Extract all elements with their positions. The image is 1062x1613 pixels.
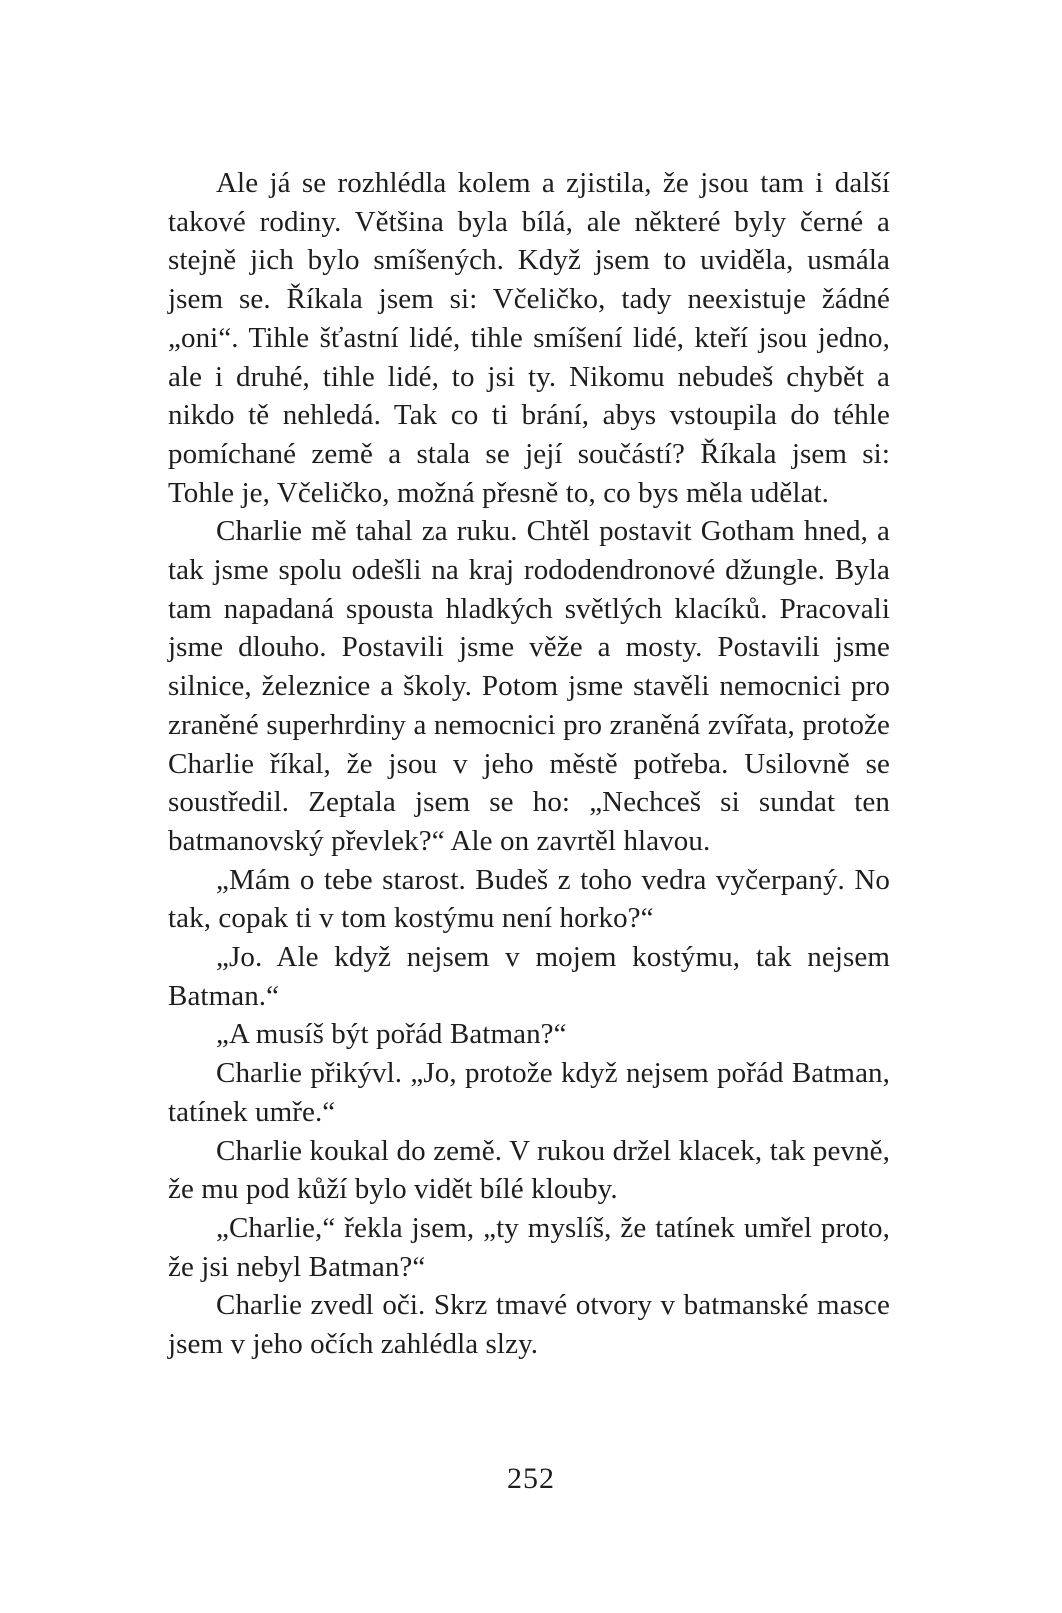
paragraph-6: Charlie přikývl. „Jo, protože když nejsem pořád Batman, tatínek umře.“ [168,1057,890,1128]
paragraph-9: Charlie zvedl oči. Skrz tmavé otvory v batmanské masce jsem v jeho očích zahlédla slzy. [168,1289,890,1361]
paragraph-2: Charlie mě tahal za ruku. Chtěl postavit Gotham hned, a tak jsme spolu odešli na kraj rododendronové džungle. Byla tam napadaná spousta hladkých světlých klacíků. Pracovali jsme dlouho. Postavili jsme věže a mosty. Postavili jsme silnice, železnice a školy. Potom jsme stavěli nemocnici pro zraněné superhrdiny a nemocnici pro zraněná zvířata, protože Charlie říkal, že jsou v jeho městě potřeba. Usilovně se soustředil. Zeptala jsem se ho: „Nechceš si sundat ten batmanovský převlek?“ Ale on zavrtěl hlavou. [168,515,890,857]
paragraph-8: „Charlie,“ řekla jsem, „ty myslíš, že tatínek umřel proto, že jsi nebyl Batman?“ [168,1211,890,1283]
body-text [168,164,890,1364]
paragraph-1: Ale já se rozhlédla kolem a zjistila, že jsou tam i další takové rodiny. Většina byla bílá, ale některé byly černé a stejně jich bylo smíšených. Když jsem to uviděla, usmála jsem se. Říkala jsem si: Včeličko, tady neexistuje žádné „oni“. Tihle šťastní lidé, tihle smíšení lidé, kteří jsou jedno, ale i druhé, tihle lidé, to jsi ty. Nikomu nebudeš chybět a nikdo tě nehledá. Tak co ti brání, abys vstoupila do téhle pomíchané země a stala se její součástí? Říkala jsem si: Tohle je, Včeličko, možná přesně to, co bys měla udělat. [168,167,890,509]
page-number: 252 [507,1462,555,1495]
paragraph-5: „A musíš být pořád Batman?“ [216,1018,567,1051]
paragraph-7: Charlie koukal do země. V rukou držel klacek, tak pevně, že mu pod kůží bylo vidět bílé klouby. [168,1134,890,1206]
paragraph-4: „Jo. Ale když nejsem v mojem kostýmu, tak nejsem Batman.“ [168,941,890,1012]
paragraph-3: „Mám o tebe starost. Budeš z toho vedra vyčerpaný. No tak, copak ti v tom kostýmu není horko?“ [168,863,890,935]
